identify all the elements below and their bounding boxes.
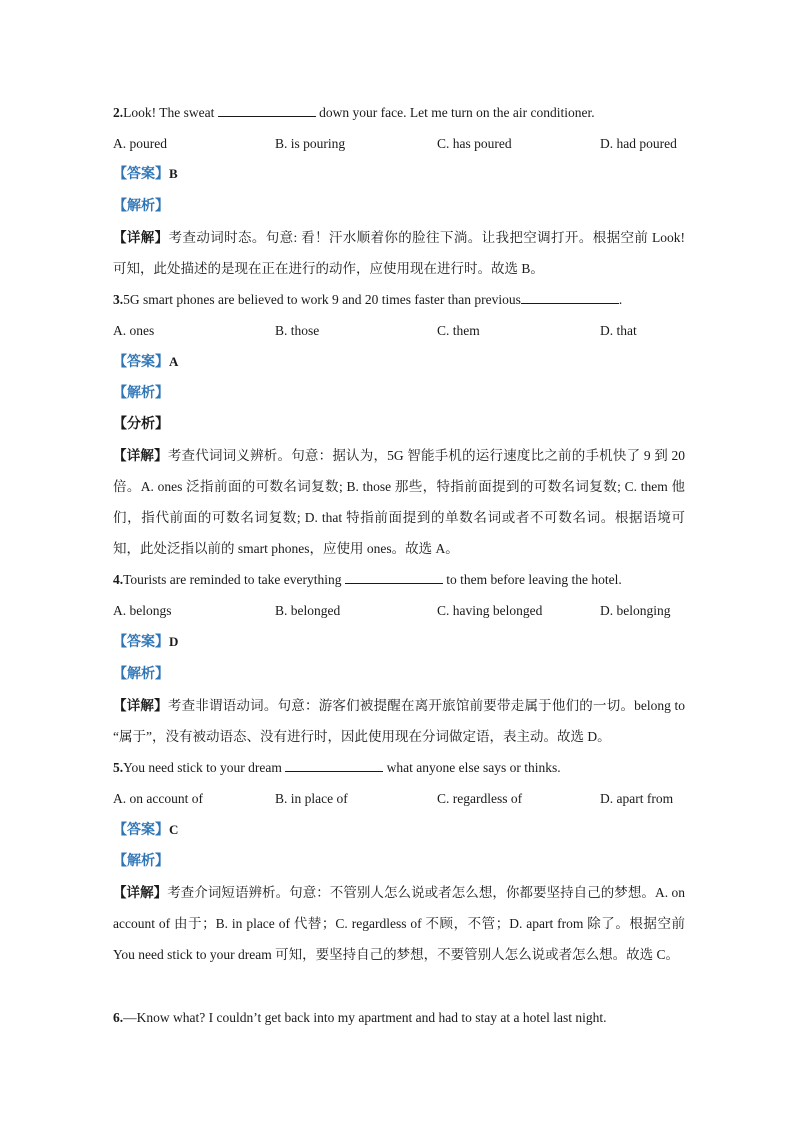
- option-b: B. is pouring: [275, 136, 346, 151]
- answer-row: 【答案】B: [113, 166, 178, 182]
- option-d: D. that: [600, 323, 637, 338]
- detail-paragraph: 【详解】考查动词时态。句意: 看！汗水顺着你的脸往下淌。让我把空调打开。根据空前 Look! 可知，此处描述的是现在正在进行的动作，应使用现在进行时。故选 B。: [113, 230, 686, 276]
- detail-paragraph: 【详解】考查代词词义辨析。句意：据认为，5G 智能手机的运行速度比之前的手机快了 9 到 20 倍。A. ones 泛指前面的可数名词复数; B. those 那些，特指前面提到的可数名词复数; C. them 他们，指代前面的可数名词复数; D. that 特指前面提到的单数名词或者不可数名词。根据语境可知，此处泛指以前的 smart phones，应使用 ones。故选 A。: [113, 448, 686, 556]
- analysis-heading: 【解析】: [113, 199, 169, 214]
- answer-blank: [345, 570, 443, 584]
- analysis-heading: 【解析】: [113, 854, 169, 869]
- option-c: C. regardless of: [437, 791, 523, 806]
- option-c: C. them: [437, 323, 480, 338]
- option-a: A. belongs: [113, 603, 172, 618]
- answer-value: B: [169, 166, 178, 181]
- fenxi-heading: 【分析】: [113, 417, 169, 432]
- answer-blank: [285, 758, 383, 772]
- question-number: 3.: [113, 292, 124, 307]
- question-number: 4.: [113, 572, 124, 587]
- question-number: 6.: [113, 1010, 124, 1025]
- answer-value: D: [169, 634, 179, 649]
- option-a: A. ones: [113, 323, 155, 338]
- question-5-stem: 5.You need stick to your dream what anyone else says or thinks.: [113, 760, 561, 775]
- answer-value: C: [169, 822, 179, 837]
- detail-paragraph: 【详解】考查介词短语辨析。句意：不管别人怎么说或者怎么想，你都要坚持自己的梦想。A. on account of 由于；B. in place of 代替；C. regardless of 不顾，不管；D. apart from 除了。根据空前 You need stick to your dream 可知，要坚持自己的梦想，不要管别人怎么说或者怎么想。故选 C。: [113, 885, 686, 962]
- question-3-stem: 3.5G smart phones are believed to work 9 and 20 times faster than previous .: [113, 292, 623, 307]
- question-6-stem: 6.—Know what? I couldn’t get back into my apartment and had to stay at a hotel last night.: [113, 1010, 607, 1025]
- analysis-heading: 【解析】: [113, 667, 169, 682]
- analysis-heading: 【解析】: [113, 386, 169, 401]
- answer-blank: [521, 290, 619, 304]
- option-b: B. belonged: [275, 603, 341, 618]
- answer-value: A: [169, 354, 179, 369]
- answer-row: 【答案】D: [113, 634, 179, 650]
- option-c: C. having belonged: [437, 603, 543, 618]
- option-d: D. apart from: [600, 791, 674, 806]
- question-number: 5.: [113, 760, 124, 775]
- option-a: A. poured: [113, 136, 167, 151]
- answer-row: 【答案】A: [113, 354, 179, 370]
- detail-paragraph: 【详解】考查非谓语动词。句意：游客们被提醒在离开旅馆前要带走属于他们的一切。belong to “属于”，没有被动语态、没有进行时，因此使用现在分词做定语，表主动。故选 D。: [113, 698, 685, 744]
- question-2-stem: 2.Look! The sweat down your face. Let me turn on the air conditioner.: [113, 105, 595, 120]
- question-4-stem: 4.Tourists are reminded to take everything to them before leaving the hotel.: [113, 572, 622, 587]
- option-d: D. had poured: [600, 136, 677, 151]
- answer-row: 【答案】C: [113, 822, 179, 838]
- option-b: B. those: [275, 323, 320, 338]
- option-a: A. on account of: [113, 791, 203, 806]
- question-number: 2.: [113, 105, 124, 120]
- option-b: B. in place of: [275, 791, 348, 806]
- option-d: D. belonging: [600, 603, 671, 618]
- option-c: C. has poured: [437, 136, 512, 151]
- answer-blank: [218, 103, 316, 117]
